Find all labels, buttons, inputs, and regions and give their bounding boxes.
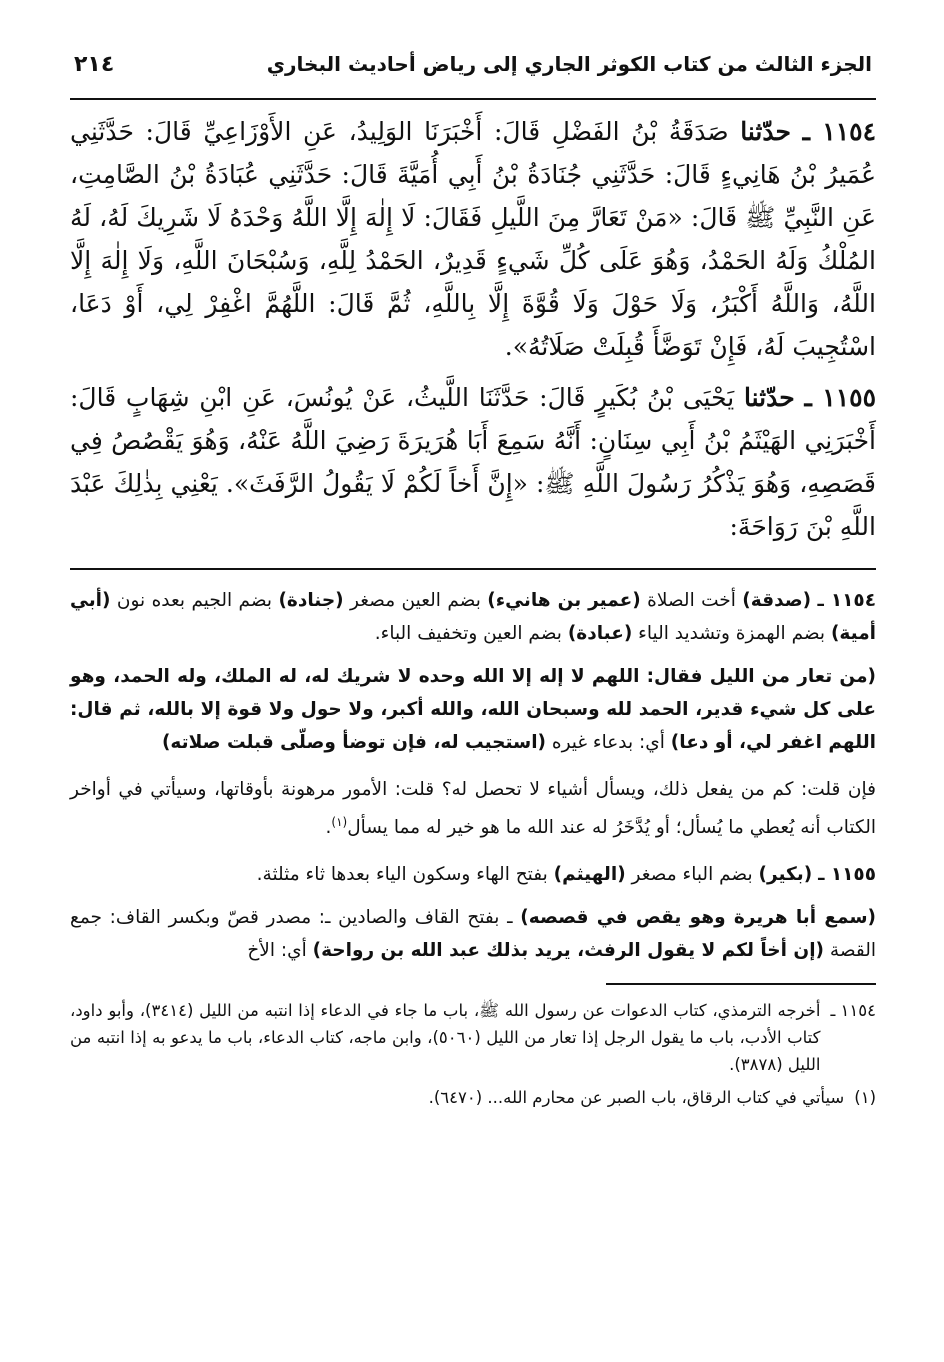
footnote-text: سيأتي في كتاب الرقاق، باب الصبر عن محارم الله... (٦٤٧٠). [428, 1088, 845, 1108]
page-number: ٢١٤ [74, 52, 115, 77]
footnote-1 [70, 1084, 876, 1111]
footnote-reference[interactable]: (١) [331, 815, 348, 829]
footnote-label: ١١٥٤ ـ [830, 1001, 876, 1021]
commentary-text: بضم الهمزة وتشديد الياء [632, 623, 831, 644]
commentary-text: أخت الصلاة [640, 590, 743, 611]
hadith-text: صَدَقَةُ بْنُ الفَضْلِ قَالَ: أَخْبَرَنَا الوَلِيدُ، عَنِ الأَوْزَاعِيِّ قَالَ: حَدَّثَنِي عُمَيرُ بْنُ هَانِيءٍ قَالَ: حَدَّثَنِي جُنَادَةُ بْنُ أَبِي أُمَيَّةَ قَالَ: حَدَّثَنِي عُبَادَةُ بْنُ الصَّامِتِ، عَنِ النَّبِيِّ ﷺ قَالَ: «مَنْ تَعَارَّ مِنَ اللَّيلِ فَقَالَ: لَا إِلٰهَ إِلَّا اللَّهُ وَحْدَهُ لَا شَرِيكَ لَهُ، لَهُ المُلْكُ وَلَهُ الحَمْدُ، وَهُوَ عَلَى كُلِّ شَيءٍ قَدِيرٌ، الحَمْدُ لِلَّهِ، وَسُبْحَانَ اللَّهِ، وَلَا إِلٰهَ إِلَّا اللَّهُ، وَاللَّهُ أَكْبَرُ، وَلَا حَوْلَ وَلَا قُوَّةَ إِلَّا بِاللَّهِ، ثُمَّ قَالَ: اللَّهُمَّ اغْفِرْ لِي، أَوْ دَعَا، اسْتُجِيبَ لَهُ، فَإِنْ تَوَضَّأَ قُبِلَتْ صَلَاتُهُ». [70, 117, 876, 361]
commentary-term: (سمع أبا هريرة وهو يقص في قصصه) [520, 907, 877, 929]
commentary-text: . [325, 817, 332, 839]
hadith-1155 [70, 376, 876, 548]
hadith-opening: حدّثنا [743, 383, 795, 412]
commentary-term: (عمير بن هانيء) [487, 590, 641, 611]
commentary-text: ـ بفتح القاف والصادين ـ: مصدر قصّ وبكسر القاف: جمع القصة [70, 907, 876, 962]
commentary-term: (الهيثم) [553, 864, 626, 886]
commentary-1154 [70, 584, 876, 650]
commentary-term: (صدقة) [742, 590, 812, 611]
book-page [70, 52, 876, 1342]
running-title: الجزء الثالث من كتاب الكوثر الجاري إلى رياض أحاديث البخاري [266, 52, 872, 76]
commentary-1155-qisas [70, 901, 876, 967]
commentary-1154-dua [70, 660, 876, 759]
commentary-term: (استجيب له، فإن توضأ وصلّى قبلت صلاته) [161, 732, 547, 753]
footnote-label: (١) [854, 1088, 876, 1108]
hadith-text: يَحْيَى بْنُ بُكَيرٍ قَالَ: حَدَّثَنَا اللَّيثُ، عَنْ يُونُسَ، عَنِ ابْنِ شِهَابٍ قَالَ: أَخْبَرَنِي الهَيْثَمُ بْنُ أَبِي سِنَانٍ: أَنَّهُ سَمِعَ أَبَا هُرَيرَةَ رَضِيَ اللَّهُ عَنْهُ، وَهُوَ يَقْصُصُ فِي قَصَصِهِ، وَهُوَ يَذْكُرُ رَسُولَ اللَّهِ ﷺ: «إِنَّ أَخاً لَكُمْ لَا يَقُولُ الرَّفَثَ». يَعْنِي بِذٰلِكَ عَبْدَ اللَّهِ بْنَ رَوَاحَةَ: [70, 383, 876, 541]
commentary-term: (إن أخاً لكم لا يقول الرفث، يريد بذلك عبد الله بن رواحة) [312, 940, 825, 962]
footnotes [70, 997, 876, 1111]
header-divider [70, 98, 876, 100]
hadith-1154 [70, 110, 876, 368]
commentary-term: (جنادة) [278, 590, 344, 611]
footnote-text: أخرجه الترمذي، كتاب الدعوات عن رسول الله ﷺ، باب ما جاء في الدعاء إذا انتبه من الليل (٣٤١٤)، وأبو داود، كتاب الأدب، باب ما يقول الرجل إذا تعار من الليل (٥٠٦٠)، وابن ماجه، كتاب الدعاء، باب ما يدعو به إذا انتبه من الليل (٣٨٧٨). [70, 1001, 821, 1075]
footnote-1154 [70, 997, 876, 1078]
footnote-divider [606, 983, 876, 985]
commentary-number: ١١٥٥ ـ [818, 864, 876, 886]
commentary-text: فإن قلت: كم من يفعل ذلك، ويسأل أشياء لا تحصل له؟ قلت: الأمور مرهونة بأوقاتها، وسيأتي في أواخر الكتاب أنه يُعطي ما يُسأل؛ أو يُدَّخَرُ له عند الله ما هو خير له مما يسأل [70, 779, 876, 839]
hadith-number: ١١٥٤ ـ [802, 117, 877, 146]
commentary-text: بضم العين وتخفيف الباء. [374, 623, 568, 644]
commentary-text: بضم الجيم بعده نون [110, 590, 279, 611]
commentary-1154-question [70, 773, 876, 844]
commentary-text: بفتح الهاء وسكون الياء بعدها ثاء مثلثة. [256, 864, 554, 886]
text-commentary-divider [70, 568, 876, 570]
commentary-number: ١١٥٤ ـ [817, 590, 877, 611]
commentary-1155 [70, 858, 876, 891]
commentary-term: (عبادة) [567, 623, 633, 644]
commentary-term: (من تعار من الليل فقال: اللهم لا إله إلا الله وحده لا شريك له، له الملك، وله الحمد، وهو على كل شيء قدير، الحمد لله وسبحان الله، والله أكبر، ولا حول ولا قوة إلا بالله، ثم قال: اللهم اغفر لي، أو دعا) [70, 666, 876, 753]
hadith-number: ١١٥٥ ـ [804, 383, 876, 412]
hadith-opening: حدّثنا [740, 117, 791, 146]
commentary-text: بضم العين مصغر [343, 590, 488, 611]
commentary-term: (أبي أمية) [70, 590, 876, 644]
commentary-term: (بكير) [758, 864, 813, 886]
page-header [70, 52, 876, 98]
commentary-text: بضم الباء مصغر [625, 864, 759, 886]
commentary-text: أي: بدعاء غيره [546, 732, 671, 753]
commentary-text: أي: الأخ [247, 940, 313, 962]
